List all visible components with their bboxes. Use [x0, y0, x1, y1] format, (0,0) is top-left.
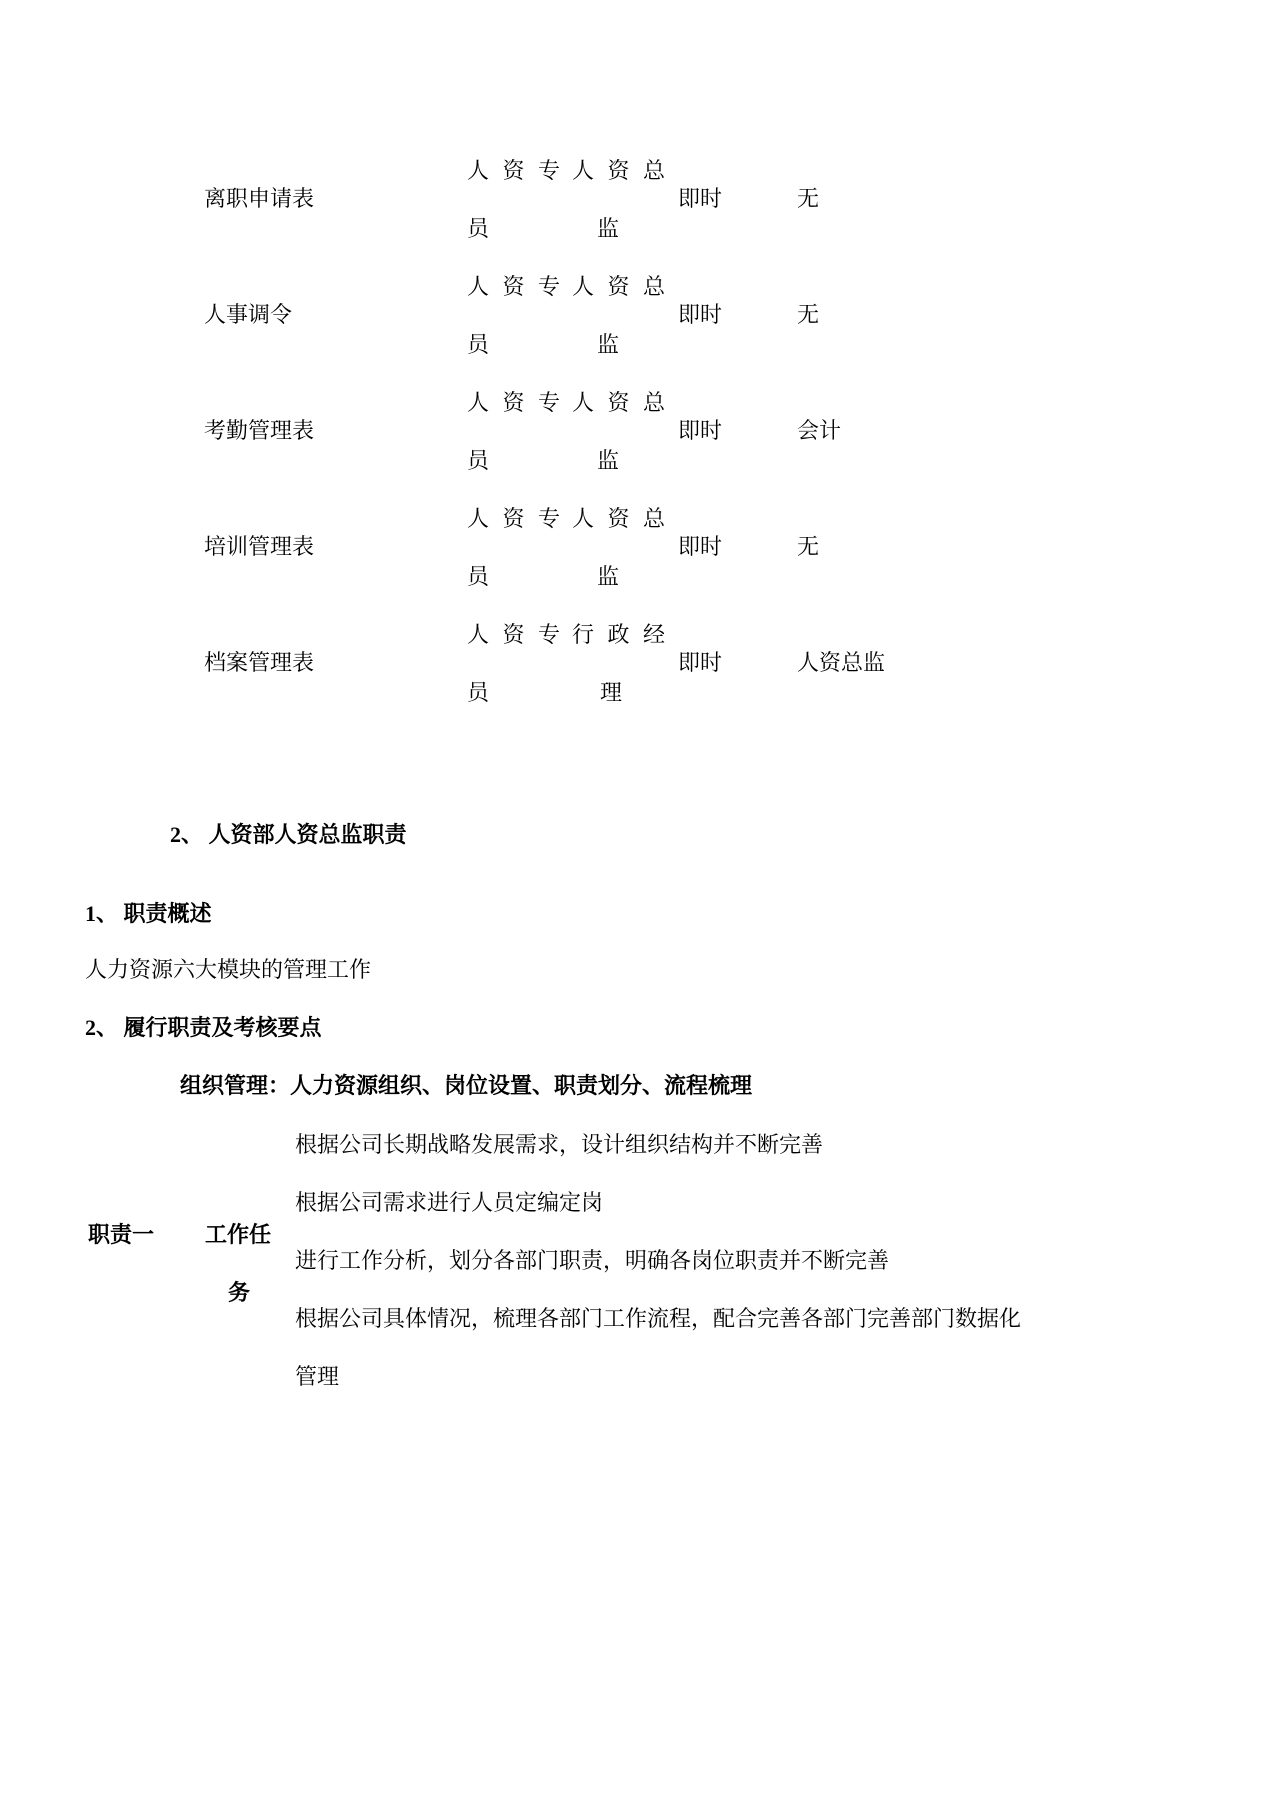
task-line: 根据公司具体情况，梳理各部门工作流程，配合完善各部门完善部门数据化	[295, 1306, 1022, 1331]
form-name: 离职申请表	[204, 186, 315, 211]
copy-to: 无	[797, 186, 820, 211]
task-label-line1: 工作任	[205, 1222, 272, 1247]
approver-line2: 监	[597, 216, 620, 241]
task-line: 根据公司长期战略发展需求，设计组织结构并不断完善	[295, 1132, 824, 1157]
approver-line1: 人 资 总	[572, 506, 670, 531]
timing: 即时	[678, 186, 723, 211]
form-name: 考勤管理表	[204, 418, 315, 443]
copy-to: 无	[797, 534, 820, 559]
duty-label: 职责一	[88, 1222, 155, 1247]
approver-line2: 监	[597, 448, 620, 473]
timing: 即时	[678, 650, 723, 675]
org-management-line: 组织管理：人力资源组织、岗位设置、职责划分、流程梳理	[180, 1073, 753, 1098]
approver-line1: 人 资 总	[572, 274, 670, 299]
timing: 即时	[678, 418, 723, 443]
approver-line1: 人 资 总	[572, 158, 670, 183]
approver-line2: 监	[597, 332, 620, 357]
preparer-line1: 人 资 专	[467, 506, 565, 531]
overview-title: 1、 职责概述	[85, 901, 212, 926]
preparer-line2: 员	[467, 216, 490, 241]
table-row	[0, 498, 1280, 614]
form-name: 档案管理表	[204, 650, 315, 675]
form-name: 培训管理表	[204, 534, 315, 559]
table-row	[0, 266, 1280, 382]
approver-line2: 理	[600, 680, 623, 705]
copy-to: 无	[797, 302, 820, 327]
duties-title: 2、 履行职责及考核要点	[85, 1015, 322, 1040]
timing: 即时	[678, 302, 723, 327]
overview-body: 人力资源六大模块的管理工作	[85, 957, 372, 982]
preparer-line1: 人 资 专	[467, 390, 565, 415]
approver-line2: 监	[597, 564, 620, 589]
table-row	[0, 614, 1280, 730]
timing: 即时	[678, 534, 723, 559]
approver-line1: 行 政 经	[572, 622, 670, 647]
task-line: 进行工作分析，划分各部门职责，明确各岗位职责并不断完善	[295, 1248, 890, 1273]
form-name: 人事调令	[204, 302, 293, 327]
preparer-line1: 人 资 专	[467, 274, 565, 299]
preparer-line2: 员	[467, 332, 490, 357]
preparer-line1: 人 资 专	[467, 158, 565, 183]
task-line: 根据公司需求进行人员定编定岗	[295, 1190, 604, 1215]
table-row	[0, 150, 1280, 266]
copy-to: 会计	[797, 418, 842, 443]
preparer-line2: 员	[467, 564, 490, 589]
preparer-line2: 员	[467, 448, 490, 473]
task-line: 管理	[295, 1364, 340, 1389]
approver-line1: 人 资 总	[572, 390, 670, 415]
preparer-line2: 员	[467, 680, 490, 705]
preparer-line1: 人 资 专	[467, 622, 565, 647]
section-heading: 2、 人资部人资总监职责	[170, 822, 407, 847]
table-row	[0, 382, 1280, 498]
task-label-line2: 务	[228, 1280, 251, 1305]
copy-to: 人资总监	[797, 650, 886, 675]
